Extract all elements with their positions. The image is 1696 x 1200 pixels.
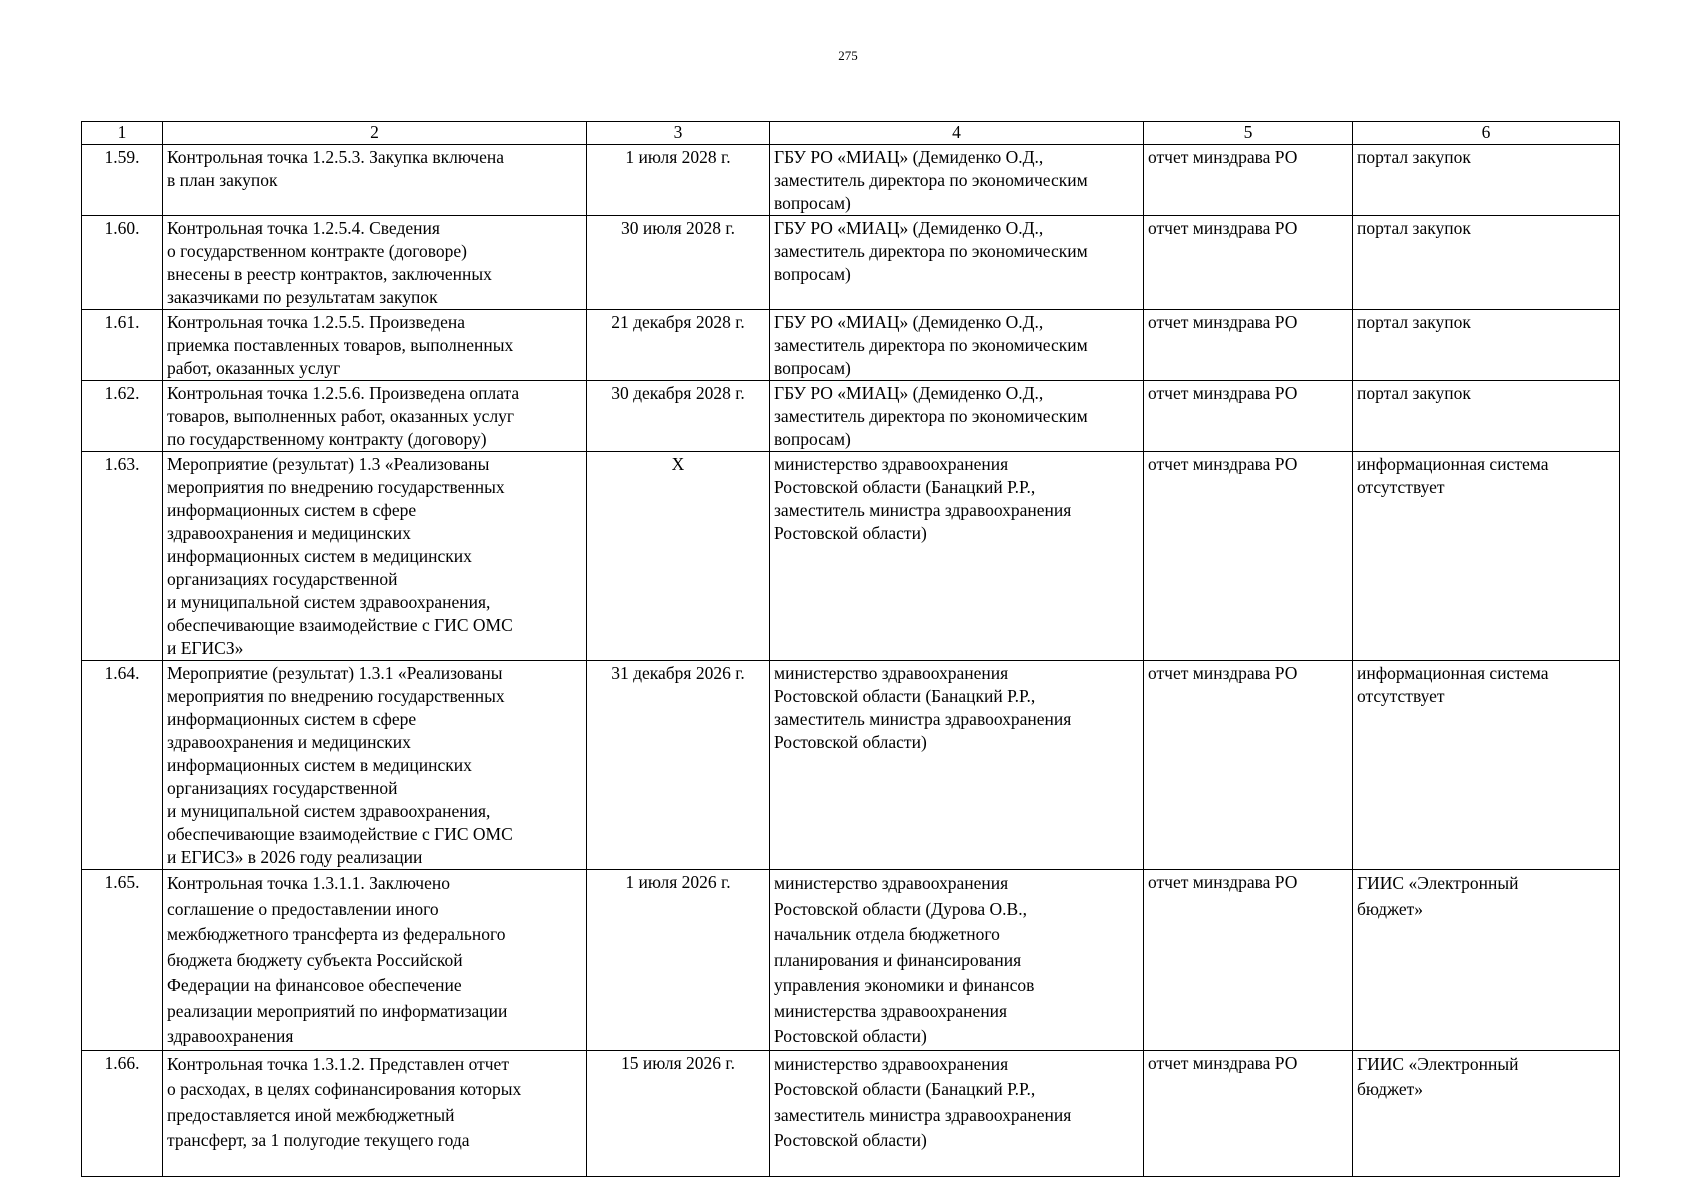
row-responsible xyxy=(770,661,1144,870)
row-document: отчет минздрава РО xyxy=(1144,870,1353,1051)
row-activity-name xyxy=(163,381,587,452)
row-responsible xyxy=(770,145,1144,216)
row-activity-text: Контрольная точка 1.3.1.2. Представлен отчет о расходах, в целях софинансирования которых предоставляется иной межбюджетный трансферт, за 1 полугодие текущего года xyxy=(167,1053,522,1150)
row-document: отчет минздрава РО xyxy=(1144,452,1353,661)
row-number: 1.61. xyxy=(82,310,163,381)
row-document: отчет минздрава РО xyxy=(1144,145,1353,216)
row-responsible xyxy=(770,216,1144,310)
row-activity-name xyxy=(163,870,587,1051)
row-responsible xyxy=(770,381,1144,452)
row-activity-text: Мероприятие (результат) 1.3 «Реализованы мероприятия по внедрению государственных информационных систем в сфере здравоохранения и медицинских информационных систем в медицинских организациях государственной и муниципальной систем здравоохранения, обеспечивающие взаимодействие с ГИС ОМС и ЕГИСЗ» xyxy=(167,454,513,658)
row-responsible-text: ГБУ РО «МИАЦ» (Демиденко О.Д., заместитель директора по экономическим вопросам) xyxy=(774,147,1088,213)
row-responsible-text: министерство здравоохранения Ростовской области (Банацкий Р.Р., заместитель министра здравоохранения Ростовской области) xyxy=(774,454,1072,543)
row-document: отчет минздрава РО xyxy=(1144,1050,1353,1176)
row-info-system xyxy=(1353,661,1620,870)
row-info-system xyxy=(1353,1050,1620,1176)
table-header-row xyxy=(82,122,1620,145)
row-info-system xyxy=(1353,216,1620,310)
row-deadline: Х xyxy=(587,452,770,661)
row-activity-text: Контрольная точка 1.2.5.6. Произведена оплата товаров, выполненных работ, оказанных услуг по государственному контракту (договору) xyxy=(167,383,520,449)
row-number: 1.62. xyxy=(82,381,163,452)
row-activity-text: Контрольная точка 1.2.5.5. Произведена приемка поставленных товаров, выполненных работ, оказанных услуг xyxy=(167,312,514,378)
row-deadline: 21 декабря 2028 г. xyxy=(587,310,770,381)
row-deadline: 1 июля 2028 г. xyxy=(587,145,770,216)
row-info-system-text: портал закупок xyxy=(1357,312,1471,332)
row-responsible-text: министерство здравоохранения Ростовской области (Банацкий Р.Р., заместитель министра здравоохранения Ростовской области) xyxy=(774,663,1072,752)
row-document: отчет минздрава РО xyxy=(1144,310,1353,381)
row-number: 1.65. xyxy=(82,870,163,1051)
column-header: 3 xyxy=(587,122,770,145)
row-info-system-text: информационная система отсутствует xyxy=(1357,454,1549,497)
row-responsible xyxy=(770,310,1144,381)
row-responsible-text: ГБУ РО «МИАЦ» (Демиденко О.Д., заместитель директора по экономическим вопросам) xyxy=(774,312,1088,378)
row-info-system xyxy=(1353,381,1620,452)
plan-table xyxy=(81,121,1620,1177)
row-responsible-text: ГБУ РО «МИАЦ» (Демиденко О.Д., заместитель директора по экономическим вопросам) xyxy=(774,383,1088,449)
row-responsible-text: министерство здравоохранения Ростовской области (Банацкий Р.Р., заместитель министра здравоохранения Ростовской области) xyxy=(774,1053,1072,1150)
row-info-system xyxy=(1353,145,1620,216)
row-activity-name xyxy=(163,145,587,216)
row-document: отчет минздрава РО xyxy=(1144,661,1353,870)
row-activity-name xyxy=(163,310,587,381)
column-header: 5 xyxy=(1144,122,1353,145)
row-activity-name xyxy=(163,452,587,661)
column-header: 4 xyxy=(770,122,1144,145)
row-deadline: 30 июля 2028 г. xyxy=(587,216,770,310)
column-header: 1 xyxy=(82,122,163,145)
row-info-system-text: портал закупок xyxy=(1357,383,1471,403)
row-deadline: 31 декабря 2026 г. xyxy=(587,661,770,870)
row-activity-text: Контрольная точка 1.3.1.1. Заключено соглашение о предоставлении иного межбюджетного трансферта из федерального бюджета бюджету субъекта Российской Федерации на финансовое обеспечение реализации мероприятий по информатизации здравоохранения xyxy=(167,873,508,1046)
table-row xyxy=(82,1050,1620,1176)
table-row xyxy=(82,452,1620,661)
row-info-system-text: ГИИС «Электронный бюджет» xyxy=(1357,873,1519,919)
row-deadline: 1 июля 2026 г. xyxy=(587,870,770,1051)
row-activity-name xyxy=(163,661,587,870)
row-activity-name xyxy=(163,1050,587,1176)
row-number: 1.63. xyxy=(82,452,163,661)
row-info-system xyxy=(1353,452,1620,661)
column-header: 6 xyxy=(1353,122,1620,145)
row-activity-text: Мероприятие (результат) 1.3.1 «Реализованы мероприятия по внедрению государственных информационных систем в сфере здравоохранения и медицинских информационных систем в медицинских организациях государственной и муниципальной систем здравоохранения, обеспечивающие взаимодействие с ГИС ОМС и ЕГИСЗ» в 2026 году реализации xyxy=(167,663,513,867)
row-activity-text: Контрольная точка 1.2.5.3. Закупка включена в план закупок xyxy=(167,147,504,190)
row-number: 1.60. xyxy=(82,216,163,310)
table-row xyxy=(82,870,1620,1051)
row-responsible-text: ГБУ РО «МИАЦ» (Демиденко О.Д., заместитель директора по экономическим вопросам) xyxy=(774,218,1088,284)
row-responsible xyxy=(770,870,1144,1051)
table-row xyxy=(82,661,1620,870)
row-responsible-text: министерство здравоохранения Ростовской области (Дурова О.В., начальник отдела бюджетного планирования и финансирования управления экономики и финансов министерства здравоохранения Ростовской области) xyxy=(774,873,1035,1046)
row-deadline: 30 декабря 2028 г. xyxy=(587,381,770,452)
row-info-system-text: портал закупок xyxy=(1357,147,1471,167)
row-info-system xyxy=(1353,310,1620,381)
row-document: отчет минздрава РО xyxy=(1144,381,1353,452)
table-row xyxy=(82,145,1620,216)
row-responsible xyxy=(770,452,1144,661)
row-number: 1.64. xyxy=(82,661,163,870)
table-row xyxy=(82,216,1620,310)
row-document: отчет минздрава РО xyxy=(1144,216,1353,310)
row-activity-text: Контрольная точка 1.2.5.4. Сведения о государственном контракте (договоре) внесены в реестр контрактов, заключенных заказчиками по результатам закупок xyxy=(167,218,492,307)
page-number: 275 xyxy=(838,48,858,63)
row-deadline: 15 июля 2026 г. xyxy=(587,1050,770,1176)
row-responsible xyxy=(770,1050,1144,1176)
row-info-system-text: информационная система отсутствует xyxy=(1357,663,1549,706)
row-info-system-text: ГИИС «Электронный бюджет» xyxy=(1357,1053,1519,1099)
row-number: 1.66. xyxy=(82,1050,163,1176)
row-info-system-text: портал закупок xyxy=(1357,218,1471,238)
row-info-system xyxy=(1353,870,1620,1051)
row-number: 1.59. xyxy=(82,145,163,216)
column-header: 2 xyxy=(163,122,587,145)
table-row xyxy=(82,381,1620,452)
table-row xyxy=(82,310,1620,381)
row-activity-name xyxy=(163,216,587,310)
